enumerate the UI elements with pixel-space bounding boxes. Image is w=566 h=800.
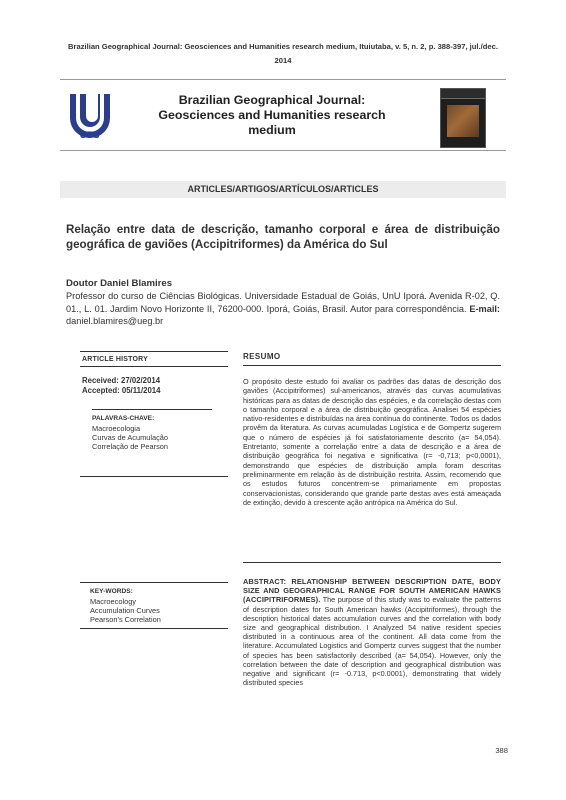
journal-cover-thumbnail [440,88,486,148]
keywords-pt-bottom-rule [80,476,228,477]
keyword-item: Pearson's Correlation [90,615,161,625]
accepted-date: Accepted: 05/11/2014 [82,386,161,395]
author-name: Doutor Daniel Blamires [66,278,173,289]
email-address[interactable]: daniel.blamires@ueg.br [66,316,164,326]
abstract-text: The purpose of this study was to evaluate the patterns of description dates for South American hawks (Accipitriformes), through the description historical dates accumulation curves and the correlation with body size and geographical distribution. I Analyzed 54 native resident species distributed in a continuous area of the continent. All data come from the literature. Accumulated Logistics and Gompertz curves suggest that the number of species has been satisfactorily described (a= 54,054). However, only the correlation between the date of description and geographical distribution was negative and significant (r= -0.713, p<0.0001), demonstrating that widely distributed species [243,595,501,688]
abstract-block [243,577,501,687]
abstract-heading: ABSTRACT: RELATIONSHIP BETWEEN DESCRIPTION DATE, BODY SIZE AND GEOGRAPHICAL RANGE FOR SOUTH AMERICAN HAWKS (ACCIPITRIFORMES). [243,577,501,605]
received-date: Received: 27/02/2014 [82,376,161,385]
journal-citation-line: Brazilian Geographical Journal: Geosciences and Humanities research medium, Ituiutaba, v. 5, n. 2, p. 388-397, jul./dec. 2014 [68,42,498,65]
affiliation-text: Professor do curso de Ciências Biológicas. Universidade Estadual de Goiás, UnU Iporá. Avenida R-02, Q. 01., L. 01. Jardim Novo Horizonte II, 76200-000. Iporá, Goiás, Brasil. Autor para correspondência. [66,291,500,314]
page-number: 388 [495,746,508,755]
author-affiliation [66,290,500,328]
keywords-en-label: KEY-WORDS: [90,588,133,595]
keyword-item: Correlação de Pearson [92,442,169,452]
history-label-rule [80,366,228,367]
resumo-heading: RESUMO [243,352,281,361]
email-label: E-mail: [469,303,500,314]
resumo-bottom-rule [243,562,501,563]
keywords-en-list [90,597,161,625]
header-bottom-rule [60,150,506,151]
resumo-text: O propósito deste estudo foi avaliar os padrões das datas de descrição dos gaviões (Accipitriformes) sul-americanos, através das curvas acumulativas históricas para as datas de descrição das espécies, e da correlação destas com o tamanho corporal e a área de distribuição geográfica. Analisei 54 espécies nativo-residentes e distribuídas na área contínua do continente. Todos os dados provêm da literatura. As curvas acumuladas Logística e de Gompertz sugerem que o número de espécies já foi satisfatoriamente descrito (a= 54,054). Entretanto, somente a correlação entre a data de descrição e a área de distribuição geográfica foi negativa e significativa (r= -0,713; p<0,0001), demonstrando que espécies de distribuição ampla foram descritas preliminarmente em relação às de distribuição restrita. Assim, recomendo que os estudos futuros concentrem-se primariamente em propostas conservacionistas, considerando que grande parte destas aves está ameaçada de extinção, devido à crescente ação antrópica na América do Sul. [243,377,501,507]
keyword-item: Macroecologia [92,424,141,433]
article-history-label: ARTICLE HISTORY [82,356,149,363]
keywords-en-top-rule [80,582,228,583]
header-top-rule [60,79,506,80]
keyword-item: Macroecology [90,597,137,606]
keywords-pt-top-rule [92,409,212,410]
keywords-pt-list [92,424,168,452]
section-label: ARTICLES/ARTIGOS/ARTÍCULOS/ARTICLES [60,181,506,198]
keywords-pt-label: PALAVRAS-CHAVE: [92,415,155,422]
article-title: Relação entre data de descrição, tamanho corporal e área de distribuição geográfica de gaviões (Accipitriformes) da América do Sul [66,223,500,251]
history-top-rule [80,351,228,352]
journal-title: Brazilian Geographical Journal: Geosciences and Humanities research medium [158,93,386,137]
keyword-item: Curvas de Acumulação [92,433,168,443]
logo-text: UFU [79,130,101,141]
keyword-item: Accumulation Curves [90,606,160,616]
resumo-rule [243,365,501,366]
keywords-en-bottom-rule [80,628,228,629]
